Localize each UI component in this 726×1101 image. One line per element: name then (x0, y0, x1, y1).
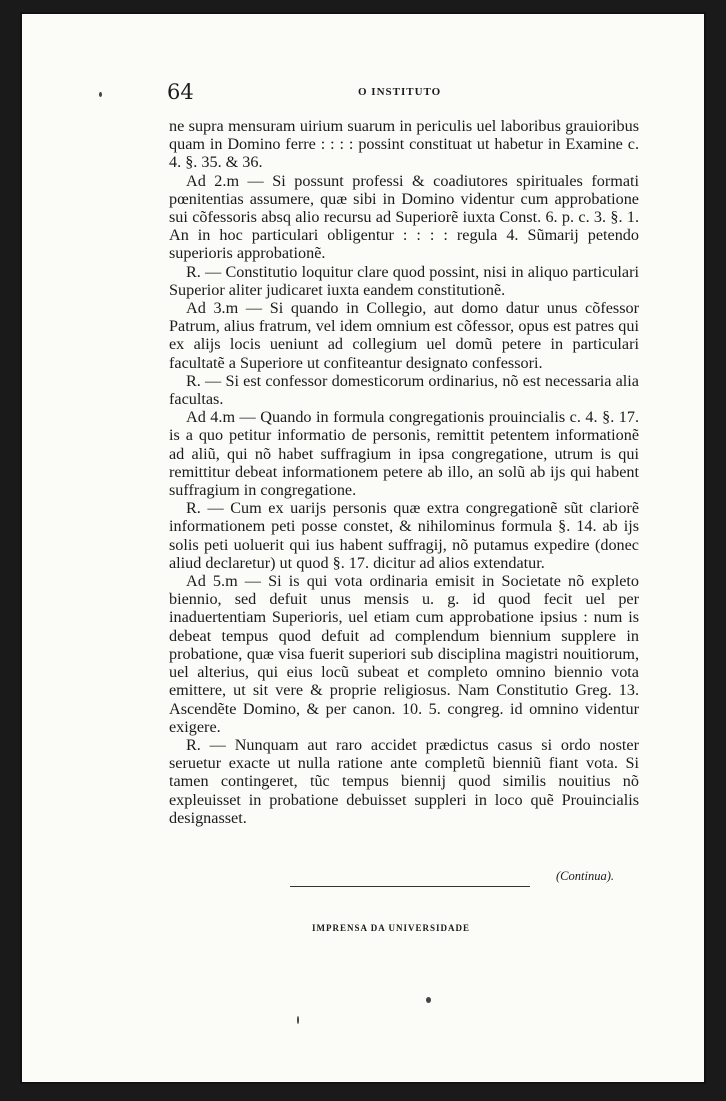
footer-rule (290, 886, 530, 887)
question-5: Ad 5.m — Si is qui vota ordinaria emisit in Societate nõ expleto biennio, sed defuit unus mensis u. g. id quod fecit uel per inaduertentiam Superioris, uel etiam cum approbatione ipsius : num is debeat tempus quod defuit ad complendum biennium supplere in probatione, quæ visa fuerit superiori sub disciplina magistri nouitiorum, uel alterius, qui eius locũ subeat et completo omnino biennio vota emittere, ut sit vere & proprie religiosus. Nam Constitutio Greg. 13. Ascendẽte Domino, & per canon. 10. 5. congreg. id omnino videntur exigere. (169, 572, 639, 736)
body-text (169, 117, 639, 827)
paper-speck (426, 997, 431, 1003)
question-2: Ad 2.m — Si possunt professi & coadiutores spirituales formati pœnitentias assumere, quæ sibi in Domino videntur cum approbatione sui cõfessoris absq alio recursu ad Superiorẽ iuxta Const. 6. p. c. 3. §. 1. An in hoc particulari obligentur : : : : regula 4. Sũmarij petendo superioris approbationẽ. (169, 171, 639, 263)
response-4: R. — Cum ex uarijs personis quæ extra congregationẽ sũt clariorẽ informationem peti posse constet, & nihilominus formula §. 14. ab ijs solis peti uoluerit qui ius habent suffragij, nõ putamus expedire (donec aliud declaretur) ut quod §. 17. dicitur ad alios extendatur. (169, 499, 639, 572)
printer-imprint: IMPRENSA DA UNIVERSIDADE (312, 923, 471, 933)
response-2: R. — Constitutio loquitur clare quod possint, nisi in aliquo particulari Superior aliter judicaret iuxta eandem constitutionẽ. (169, 262, 639, 299)
response-3: R. — Si est confessor domesticorum ordinarius, nõ est necessaria alia facultas. (169, 371, 639, 409)
paper-speck (99, 92, 102, 97)
paragraph-continued: ne supra mensuram uirium suarum in periculis uel laboribus grauioribus quam in Domino ferre : : : : possint constituat ut habetur in Examine c. 4. §. 35. & 36. (169, 117, 639, 172)
document-page (20, 12, 706, 1084)
running-title: O INSTITUTO (358, 86, 442, 98)
question-4: Ad 4.m — Quando in formula congregationis prouincialis c. 4. §. 17. is a quo petitur informatio de personis, remittit petentem informationẽ ad aliũ, qui nõ habet suffragium in ipsa congregatione, utrum is qui remittitur debeat informationem petere ab illo, an solũ ab ijs qui habent suffragium in congregatione. (169, 408, 639, 500)
question-3: Ad 3.m — Si quando in Collegio, aut domo datur unus cõfessor Patrum, alius fratrum, vel idem omnium est cõfessor, opus est patres qui ex alijs locis ueniunt ad collegium uel domũ petere in particulari facultatẽ a Superiore ut confiteantur designato confessori. (169, 299, 639, 372)
page-number: 64 (167, 80, 194, 104)
paper-speck (297, 1016, 299, 1024)
continuation-note: (Continua). (556, 869, 614, 883)
response-5: R. — Nunquam aut raro accidet prædictus casus si ordo noster seruetur exacte ut nulla ratione ante completũ bienniũ fiant vota. Si tamen contingeret, tũc tempus biennij quod similis nouitius nõ expleuisset in probatione debuisset suppleri in loco quẽ Prouincialis designasset. (169, 735, 639, 827)
